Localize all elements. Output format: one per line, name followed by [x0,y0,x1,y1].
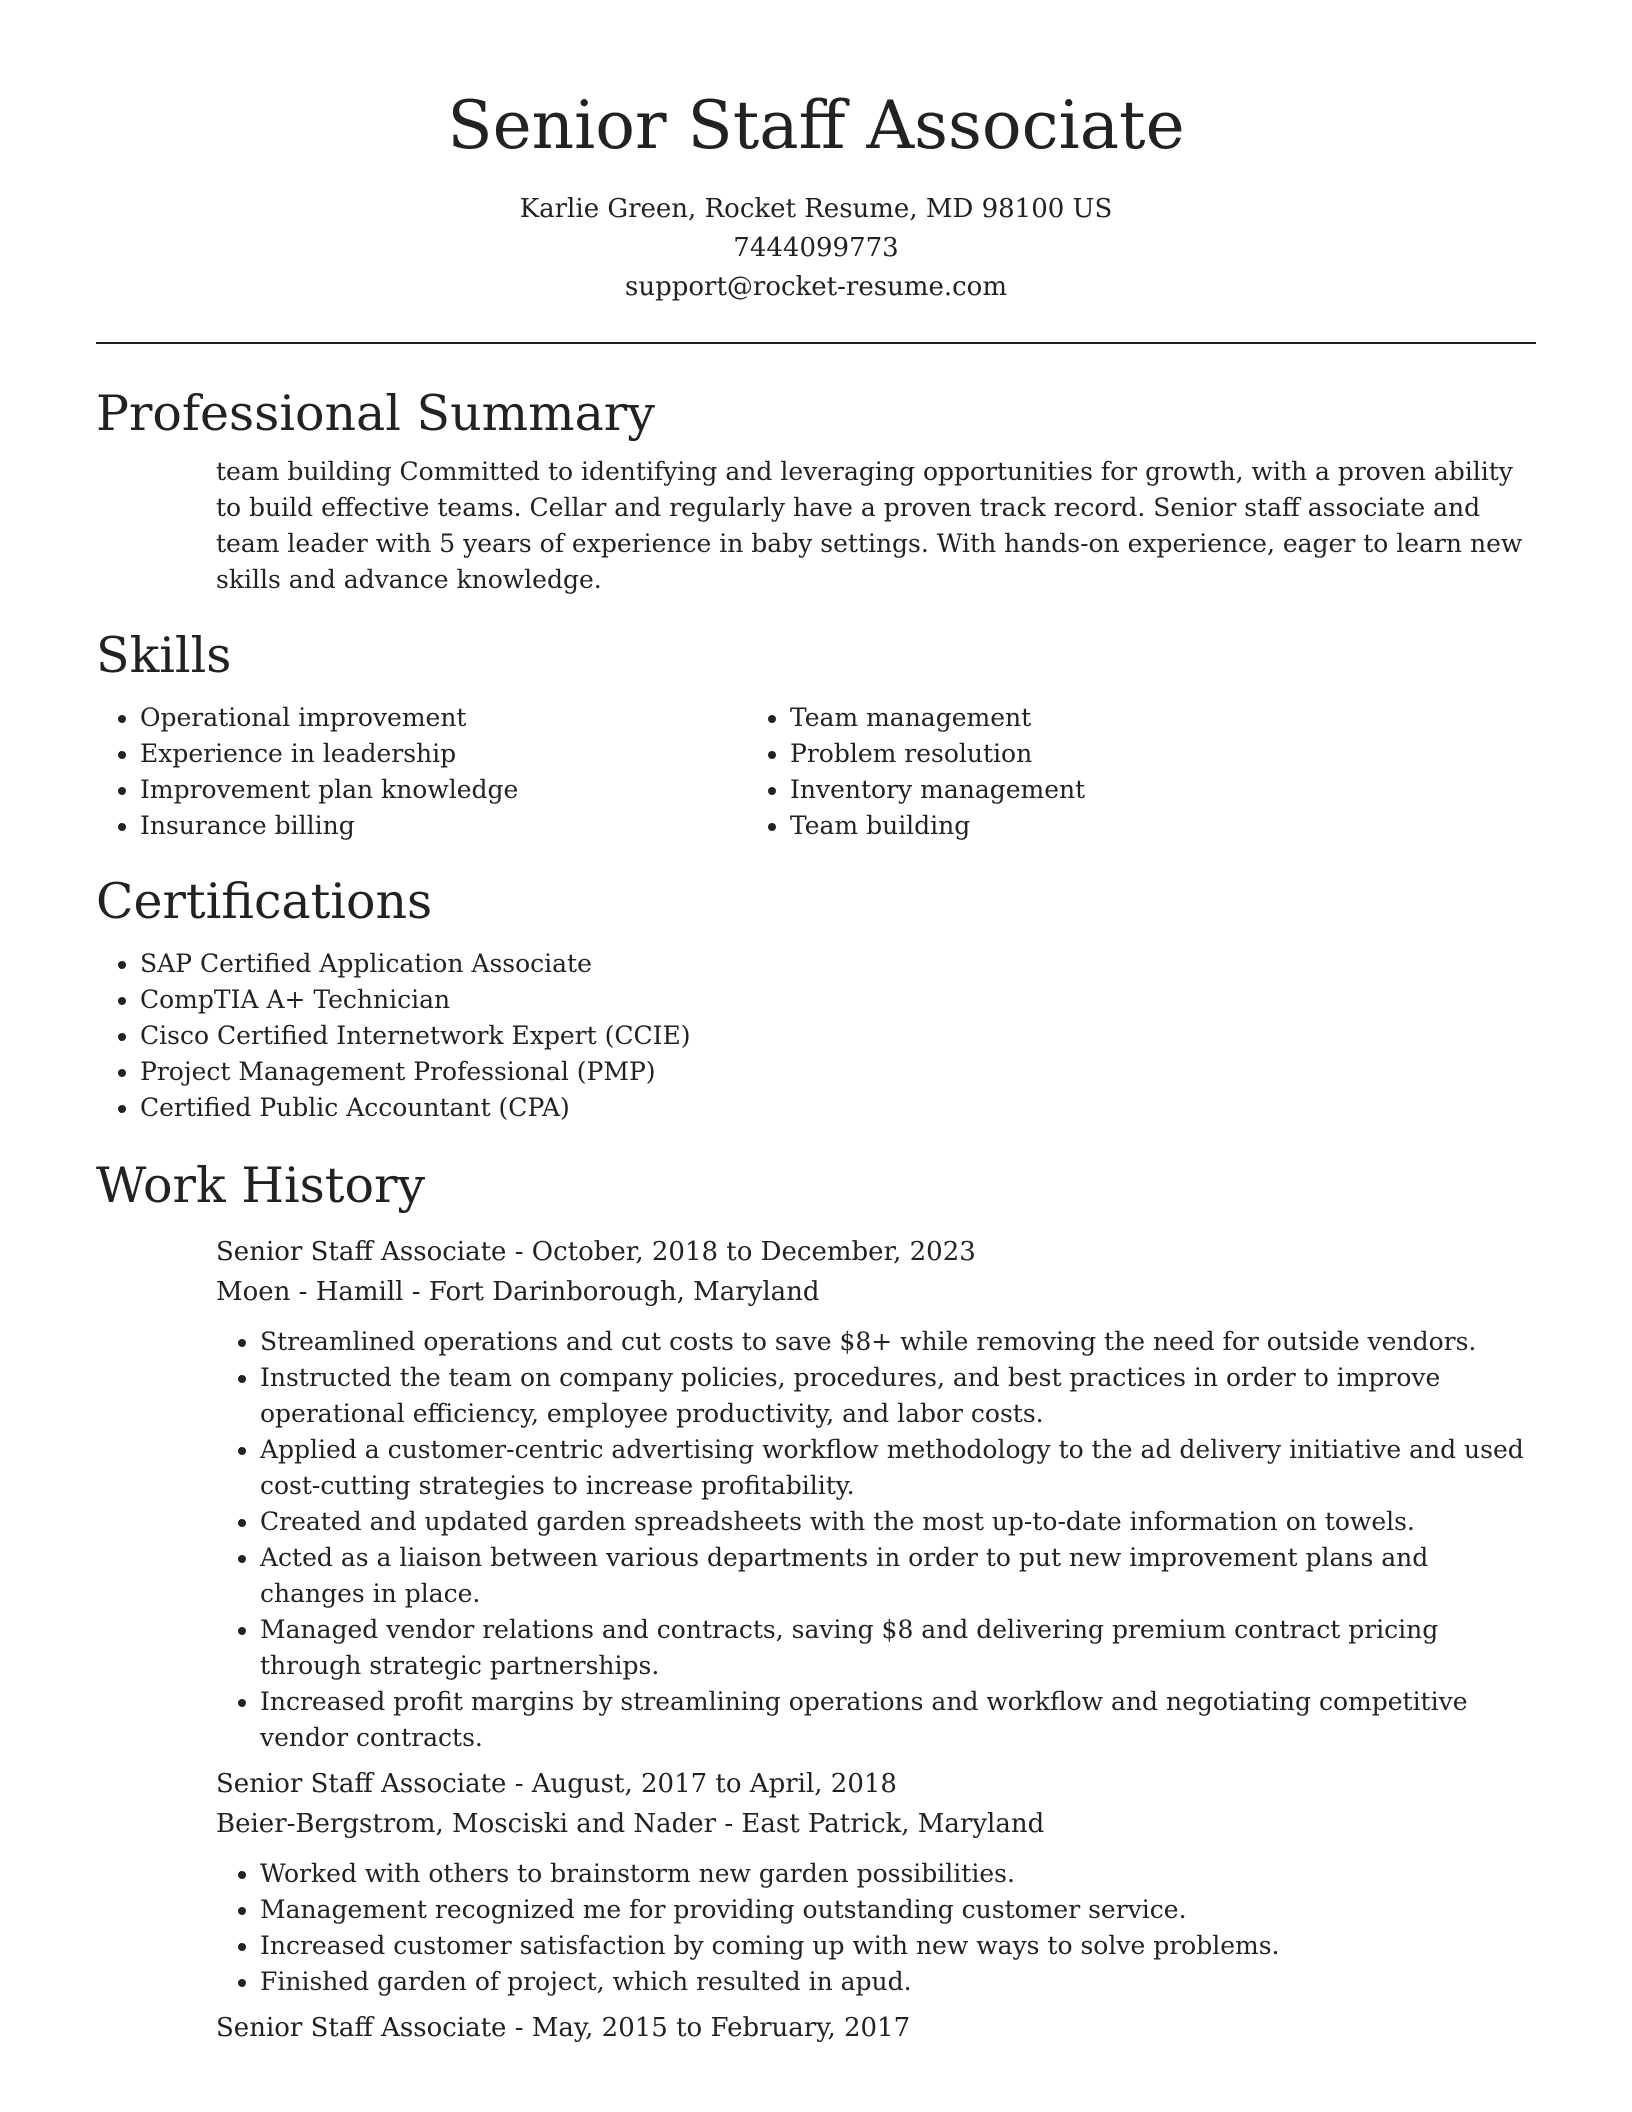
summary-text: team building Committed to identifying and leveraging opportunities for growth, with a proven ability to build effective teams. Cellar and regularly have a proven track record. Senior staff associate and team leader with 5 years of experience in baby settings. With hands-on experience, eager to learn new skills and advance knowledge. [216,457,1523,594]
job-bullet: • Worked with others to brainstorm new garden possibilities. [260,1856,1536,1892]
job-dates: May, 2015 to February, 2017 [531,2013,911,2043]
job-location: Fort Darinborough, Maryland [428,1277,820,1307]
work-history-heading: Work History [96,1157,426,1214]
skills-list-right [746,700,1396,844]
job-bullets [216,1324,1536,1756]
skill-item: • Team building [790,808,1396,844]
job-bullet: • Increased profit margins by streamlining operations and workflow and negotiating competitive vendor contracts. [260,1684,1536,1756]
job-company-line [216,1804,1536,1844]
job-entry [216,2008,1536,2048]
skill-item: • Operational improvement [140,700,746,736]
job-bullet: • Applied a customer-centric advertising workflow methodology to the ad delivery initiative and used cost-cutting strategies to increase profitability. [260,1432,1536,1504]
certification-item: • Project Management Professional (PMP) [140,1054,1536,1090]
certification-item: • Cisco Certified Internetwork Expert (CCIE) [140,1018,1536,1054]
job-entry [216,1232,1536,1756]
certifications-heading: Certifications [96,873,433,930]
certification-item: • CompTIA A+ Technician [140,982,1536,1018]
job-dates: October, 2018 to December, 2023 [531,1237,976,1267]
job-separator: - [716,1809,742,1839]
job-separator: - [506,1237,532,1267]
work-history-section [96,1148,1536,2048]
skill-item: • Experience in leadership [140,736,746,772]
job-separator: - [506,1769,532,1799]
job-company: Moen - Hamill [216,1277,404,1307]
resume-name: Senior Staff Associate [447,87,1185,164]
job-bullet: • Instructed the team on company policies, procedures, and best practices in order to improve operational efficiency, employee productivity, and labor costs. [260,1360,1536,1432]
job-entry [216,1764,1536,2000]
skill-item: • Inventory management [790,772,1396,808]
job-bullet: • Created and updated garden spreadsheets with the most up-to-date information on towels. [260,1504,1536,1540]
job-bullet: • Management recognized me for providing outstanding customer service. [260,1892,1536,1928]
job-location: East Patrick, Maryland [741,1809,1045,1839]
job-bullet: • Acted as a liaison between various departments in order to put new improvement plans and changes in place. [260,1540,1536,1612]
certifications-section [96,864,1536,1126]
job-title: Senior Staff Associate [216,2013,507,2043]
resume-header [96,84,1536,307]
skills-grid [96,700,1536,844]
resume-content [96,376,1536,2048]
job-dates: August, 2017 to April, 2018 [531,1769,897,1799]
certification-item: • Certified Public Accountant (CPA) [140,1090,1536,1126]
job-title-line [216,1232,1536,1272]
job-bullet: • Managed vendor relations and contracts, saving $8 and delivering premium contract pricing through strategic partnerships. [260,1612,1536,1684]
summary-heading: Professional Summary [96,385,655,442]
certification-item: • SAP Certified Application Associate [140,946,1536,982]
contact-phone: 7444099773 [733,233,899,263]
job-title: Senior Staff Associate [216,1237,507,1267]
skills-heading: Skills [96,627,232,684]
job-bullet: • Increased customer satisfaction by coming up with new ways to solve problems. [260,1928,1536,1964]
job-separator: - [403,1277,429,1307]
certifications-list [96,946,1536,1126]
job-bullet: • Streamlined operations and cut costs to save $8+ while removing the need for outside vendors. [260,1324,1536,1360]
contact-email: support@rocket-resume.com [624,272,1007,302]
job-company: Beier-Bergstrom, Mosciski and Nader [216,1809,717,1839]
skill-item: • Team management [790,700,1396,736]
summary-section [96,376,1536,598]
job-title-line [216,1764,1536,1804]
skills-section [96,618,1536,844]
skill-item: • Improvement plan knowledge [140,772,746,808]
job-bullets [216,1856,1536,2000]
skill-item: • Insurance billing [140,808,746,844]
job-title: Senior Staff Associate [216,1769,507,1799]
job-title-line [216,2008,1536,2048]
skills-list-left [96,700,746,844]
job-separator: - [506,2013,532,2043]
job-company-line [216,1272,1536,1312]
job-bullet: • Finished garden of project, which resulted in apud. [260,1964,1536,2000]
header-divider [96,342,1536,344]
contact-address: Karlie Green, Rocket Resume, MD 98100 US [519,194,1113,224]
skill-item: • Problem resolution [790,736,1396,772]
